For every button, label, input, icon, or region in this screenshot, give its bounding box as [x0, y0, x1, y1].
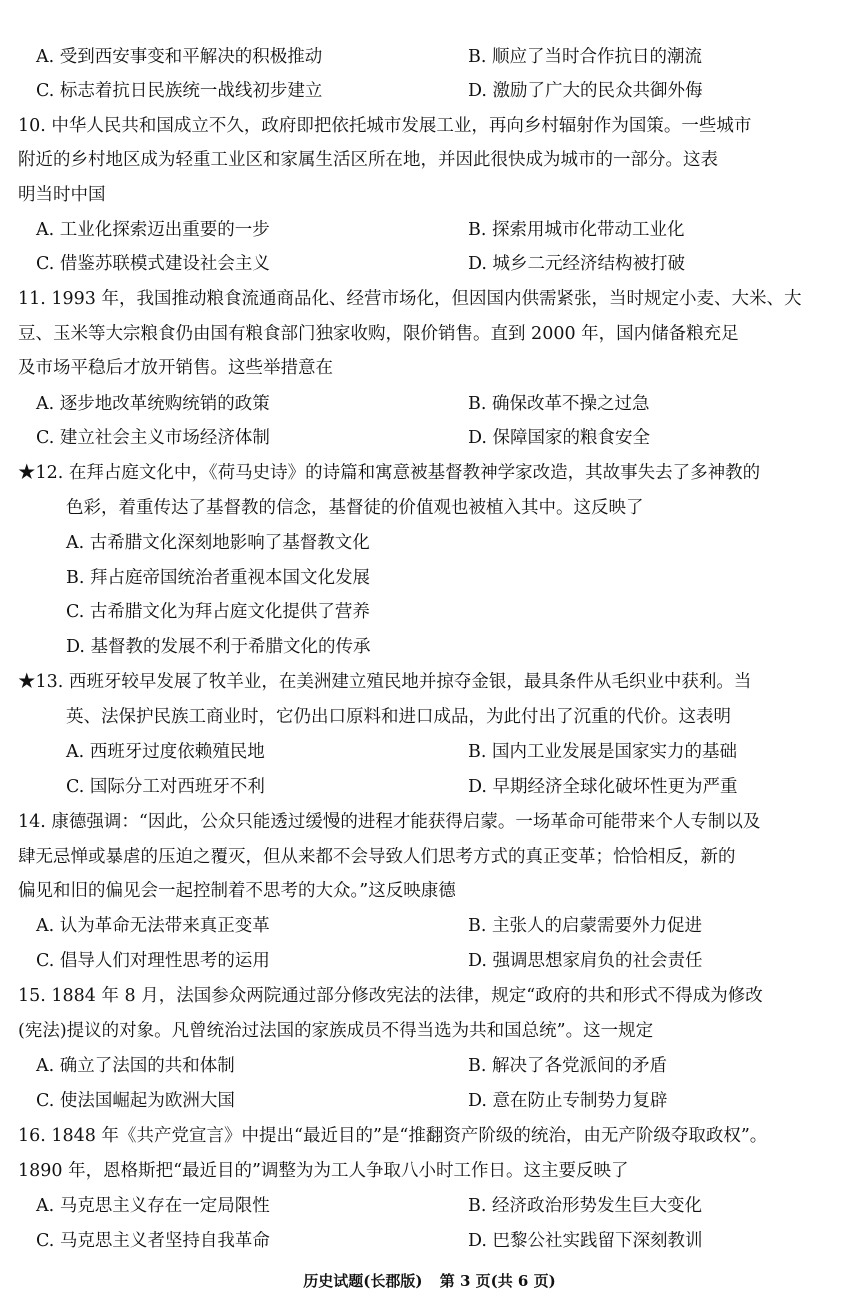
- q15-option-b: B. 解决了各党派间的矛盾: [468, 1056, 667, 1076]
- q11-option-c: C. 建立社会主义市场经济体制: [36, 428, 270, 448]
- q9-option-b: B. 顺应了当时合作抗日的潮流: [468, 47, 702, 67]
- q10-stem-line-2: 附近的乡村地区成为轻重工业区和家属生活区所在地，并因此很快成为城市的一部分。这表: [18, 150, 718, 170]
- q10-option-b: B. 探索用城市化带动工业化: [468, 220, 685, 240]
- q16-stem-line-1: 16. 1848 年《共产党宣言》中提出“最近目的”是“推翻资产阶级的统治，由无产阶级夺取政权”。: [18, 1126, 768, 1146]
- q13-stem-line-1: ★13. 西班牙较早发展了牧羊业，在美洲建立殖民地并掠夺金银，最具条件从毛织业中获利。当: [18, 672, 752, 692]
- q9-option-d: D. 激励了广大的民众共御外侮: [468, 81, 703, 101]
- q15-stem-line-2: (宪法)提议的对象。凡曾统治过法国的家族成员不得当选为共和国总统”。这一规定: [18, 1021, 654, 1041]
- q16-option-a: A. 马克思主义存在一定局限性: [36, 1196, 270, 1216]
- q12-option-d: D. 基督教的发展不利于希腊文化的传承: [66, 637, 371, 657]
- q10-option-a: A. 工业化探索迈出重要的一步: [36, 220, 270, 240]
- q16-option-d: D. 巴黎公社实践留下深刻教训: [468, 1231, 703, 1251]
- q11-stem-line-1: 11. 1993 年，我国推动粮食流通商品化、经营市场化，但因国内供需紧张，当时规定小麦、大米、大: [18, 289, 802, 309]
- footer-page-number: 第 3 页(共 6 页): [439, 1272, 556, 1290]
- q14-option-c: C. 倡导人们对理性思考的运用: [36, 951, 270, 971]
- q12-option-b: B. 拜占庭帝国统治者重视本国文化发展: [66, 568, 370, 588]
- q11-option-d: D. 保障国家的粮食安全: [468, 428, 651, 448]
- q15-option-d: D. 意在防止专制势力复辟: [468, 1091, 668, 1111]
- q12-option-c: C. 古希腊文化为拜占庭文化提供了营养: [66, 602, 370, 622]
- q9-option-a: A. 受到西安事变和平解决的积极推动: [36, 47, 323, 67]
- page-footer: [0, 1270, 859, 1292]
- q15-option-a: A. 确立了法国的共和体制: [36, 1056, 235, 1076]
- q16-option-c: C. 马克思主义者坚持自我革命: [36, 1231, 270, 1251]
- q13-stem-line-2: 英、法保护民族工商业时，它仍出口原料和进口成品，为此付出了沉重的代价。这表明: [66, 707, 731, 727]
- q14-option-d: D. 强调思想家肩负的社会责任: [468, 951, 703, 971]
- q13-option-d: D. 早期经济全球化破坏性更为严重: [468, 777, 738, 797]
- q14-option-a: A. 认为革命无法带来真正变革: [36, 916, 270, 936]
- q11-option-b: B. 确保改革不操之过急: [468, 394, 650, 414]
- footer-subject: 历史试题(长郡版): [303, 1272, 423, 1290]
- q10-stem-line-1: 10. 中华人民共和国成立不久，政府即把依托城市发展工业，再向乡村辐射作为国策。一些城市: [18, 116, 752, 136]
- q13-option-b: B. 国内工业发展是国家实力的基础: [468, 742, 737, 762]
- q12-stem-line-2: 色彩，着重传达了基督教的信念，基督徒的价值观也被植入其中。这反映了: [66, 498, 644, 518]
- q13-option-c: C. 国际分工对西班牙不利: [66, 777, 265, 797]
- q11-stem-line-2: 豆、玉米等大宗粮食仍由国有粮食部门独家收购，限价销售。直到 2000 年，国内储备粮充足: [18, 324, 739, 344]
- q15-stem-line-1: 15. 1884 年 8 月，法国参众两院通过部分修改宪法的法律，规定“政府的共和形式不得成为修改: [18, 986, 763, 1006]
- q9-option-c: C. 标志着抗日民族统一战线初步建立: [36, 81, 323, 101]
- q10-option-d: D. 城乡二元经济结构被打破: [468, 254, 686, 274]
- q14-stem-line-1: 14. 康德强调：“因此，公众只能透过缓慢的进程才能获得启蒙。一场革命可能带来个人专制以及: [18, 812, 761, 832]
- q14-stem-line-2: 肆无忌惮或暴虐的压迫之覆灭，但从来都不会导致人们思考方式的真正变革；恰恰相反，新的: [18, 847, 736, 867]
- q16-option-b: B. 经济政治形势发生巨大变化: [468, 1196, 702, 1216]
- q12-stem-line-1: ★12. 在拜占庭文化中，《荷马史诗》的诗篇和寓意被基督教神学家改造，其故事失去了多神教的: [18, 463, 761, 483]
- q14-option-b: B. 主张人的启蒙需要外力促进: [468, 916, 702, 936]
- q16-stem-line-2: 1890 年，恩格斯把“最近目的”调整为为工人争取八小时工作日。这主要反映了: [18, 1161, 629, 1181]
- q13-option-a: A. 西班牙过度依赖殖民地: [66, 742, 265, 762]
- q10-stem-line-3: 明当时中国: [18, 185, 106, 205]
- q12-option-a: A. 古希腊文化深刻地影响了基督教文化: [66, 533, 370, 553]
- q10-option-c: C. 借鉴苏联模式建设社会主义: [36, 254, 270, 274]
- q11-stem-line-3: 及市场平稳后才放开销售。这些举措意在: [18, 358, 333, 378]
- q14-stem-line-3: 偏见和旧的偏见会一起控制着不思考的大众。”这反映康德: [18, 881, 456, 901]
- q15-option-c: C. 使法国崛起为欧洲大国: [36, 1091, 235, 1111]
- q11-option-a: A. 逐步地改革统购统销的政策: [36, 394, 270, 414]
